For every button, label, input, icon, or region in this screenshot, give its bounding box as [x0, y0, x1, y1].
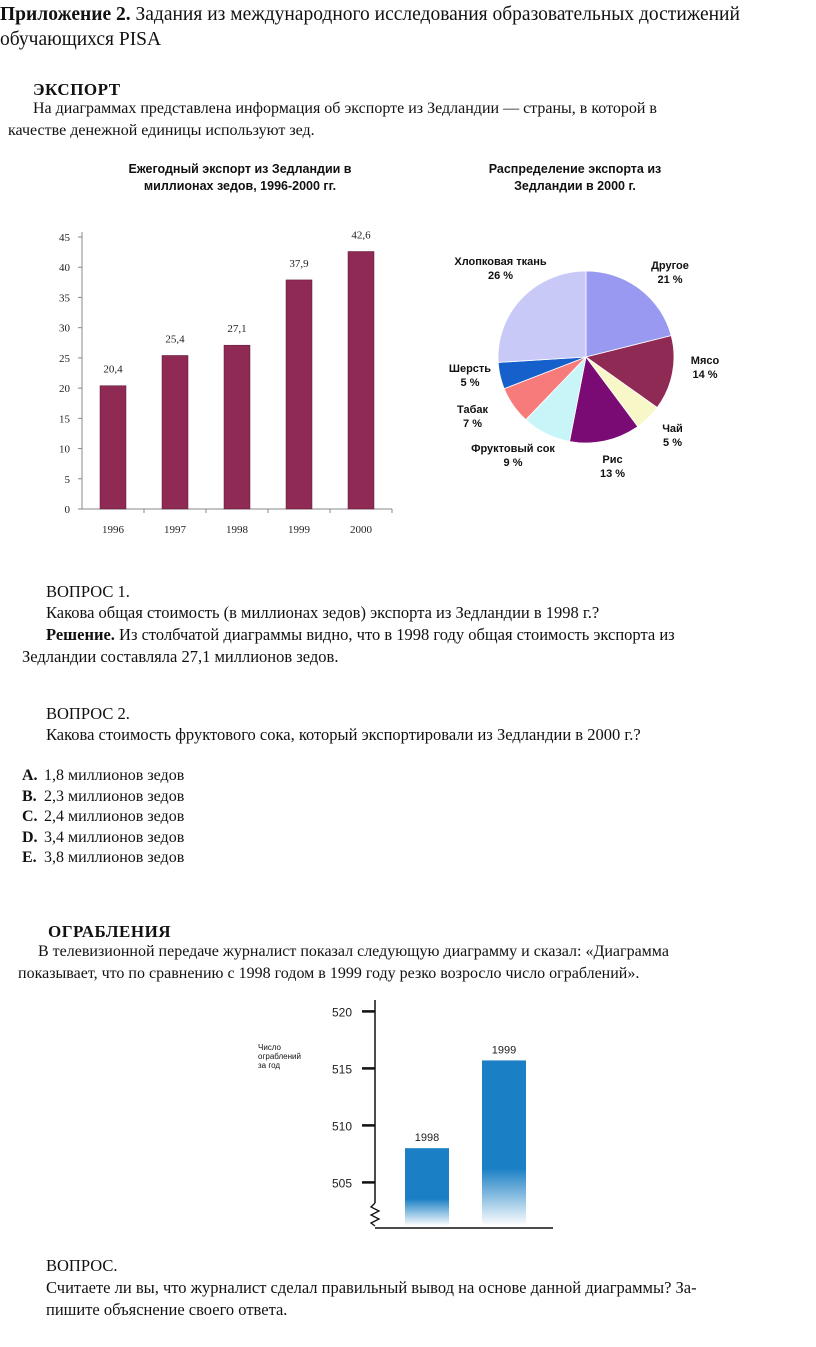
pie-label-pct: 26 %: [487, 270, 514, 282]
option-letter: D.: [22, 828, 38, 846]
option-letter: B.: [22, 787, 37, 805]
robbery-ylabel-2: ограблений: [258, 1052, 301, 1061]
x-tick-label: 1998: [226, 524, 248, 536]
y-tick-label: 45: [59, 232, 70, 244]
bar-year-label: 1998: [414, 1132, 440, 1145]
pie-label-name: Фруктовый сок: [471, 443, 555, 455]
y-tick-label: 520: [331, 1005, 352, 1020]
y-tick-label: 25: [59, 352, 70, 365]
header-text: Задания из международного исследования образовательных достижений обучающихся PISA: [0, 4, 740, 50]
bar-value-label: 37,9: [289, 257, 309, 270]
x-tick-label: 1999: [288, 524, 310, 536]
option-letter: E.: [22, 849, 37, 866]
option-text: 1,8 миллионов зедов: [44, 767, 185, 784]
x-tick-label: 1996: [102, 524, 124, 536]
pie-label-name: Табак: [457, 404, 488, 416]
bar-1998: [405, 1148, 449, 1226]
x-tick-label: 2000: [350, 524, 372, 536]
y-tick-label: 515: [331, 1062, 352, 1077]
q1-text: Какова общая стоимость (в миллионах зедов) экспорта из Зедландии в 1998 г.?: [46, 603, 600, 622]
bar-chart-title-line2: миллионах зедов, 1996-2000 гг.: [143, 179, 337, 193]
option-text: 3,4 миллионов зедов: [44, 828, 185, 846]
pie-label-pct: 9 %: [503, 457, 523, 469]
q1-solution-text: Из столбчатой диаграммы видно, что в 1998 году общая стоимость экспорта из: [114, 625, 675, 644]
option-letter: A.: [22, 767, 38, 784]
pie-label-name: Рис: [602, 454, 623, 466]
pie-chart-title-line2: Зедландии в 2000 г.: [514, 179, 636, 193]
robbery-ylabel-1: Число: [258, 1043, 282, 1052]
option-letter: C.: [22, 808, 38, 825]
robbery-ylabel-3: за год: [258, 1061, 281, 1070]
y-tick-label: 30: [59, 322, 70, 335]
axis-break-icon: [371, 1203, 379, 1226]
export-intro-1: На диаграммах представлена информация об экспорте из Зедландии — страны, в которой в: [33, 100, 657, 117]
q1-solution-bold: Решение.: [46, 625, 115, 644]
y-tick-label: 35: [59, 292, 70, 305]
q1-solution-line2: Зедландии составляла 27,1 миллионов зедов.: [22, 647, 339, 666]
pie-label-pct: 7 %: [463, 418, 482, 430]
pie-label-pct: 13 %: [599, 468, 626, 480]
header-bold: Приложение 2.: [0, 4, 131, 25]
robbery-q-label: ВОПРОС.: [46, 1256, 118, 1275]
x-tick-label: 1997: [164, 524, 186, 536]
pie-chart-title-line1: Распределение экспорта из: [488, 162, 662, 176]
robbery-q-line2: пишите объяснение своего ответа.: [46, 1300, 288, 1319]
y-tick-label: 20: [59, 383, 70, 396]
pie-label-pct: 5 %: [663, 437, 682, 449]
robbery-line1: В телевизионной передаче журналист показал следующую диаграмму и сказал: «Диаграмма: [38, 943, 669, 960]
pie-label-pct: 5 %: [460, 377, 480, 389]
y-tick-label: 5: [64, 473, 70, 486]
pie-label-name: Чай: [662, 423, 683, 435]
pie-label-name: Другое: [651, 260, 689, 272]
bar-value-label: 25,4: [165, 333, 185, 346]
pie-label-pct: 14 %: [692, 369, 718, 381]
pie-label-name: Хлопковая ткань: [454, 256, 547, 268]
robbery-line2: показывает, что по сравнению с 1998 годом в 1999 году резко возросло число ограблений».: [18, 965, 640, 982]
y-tick-label: 0: [64, 504, 70, 516]
pie-label-pct: 21 %: [657, 274, 683, 286]
y-tick-label: 40: [59, 262, 70, 275]
export-title: ЭКСПОРТ: [33, 80, 121, 99]
robbery-title: ОГРАБЛЕНИЯ: [48, 922, 172, 941]
q2-text: Какова стоимость фруктового сока, который экспортировали из Зедландии в 2000 г.?: [46, 725, 641, 744]
y-tick-label: 10: [59, 443, 70, 456]
q2-label: ВОПРОС 2.: [46, 704, 130, 723]
pie-label-name: Шерсть: [448, 363, 492, 375]
option-text: 3,8 миллионов зедов: [44, 849, 185, 866]
q1-label: ВОПРОС 1.: [46, 582, 130, 601]
pie-label-name: Мясо: [690, 355, 720, 367]
bar-year-label: 1999: [491, 1044, 517, 1057]
option-text: 2,4 миллионов зедов: [44, 808, 185, 825]
bar-value-label: 20,4: [103, 363, 123, 376]
bar-value-label: 27,1: [227, 323, 247, 336]
bar-1999: [482, 1060, 526, 1226]
y-tick-label: 505: [331, 1176, 352, 1191]
export-intro-2: качестве денежной единицы используют зед.: [8, 122, 315, 139]
bar-value-label: 42,6: [351, 229, 371, 242]
y-tick-label: 510: [331, 1119, 352, 1134]
option-text: 2,3 миллионов зедов: [44, 787, 185, 805]
y-tick-label: 15: [59, 413, 70, 426]
robbery-ylabel: [258, 1043, 301, 1070]
robbery-q-line1: Считаете ли вы, что журналист сделал правильный вывод на основе данной диаграммы? За-: [46, 1278, 697, 1297]
bar-chart-title-line1: Ежегодный экспорт из Зедландии в: [128, 162, 352, 176]
